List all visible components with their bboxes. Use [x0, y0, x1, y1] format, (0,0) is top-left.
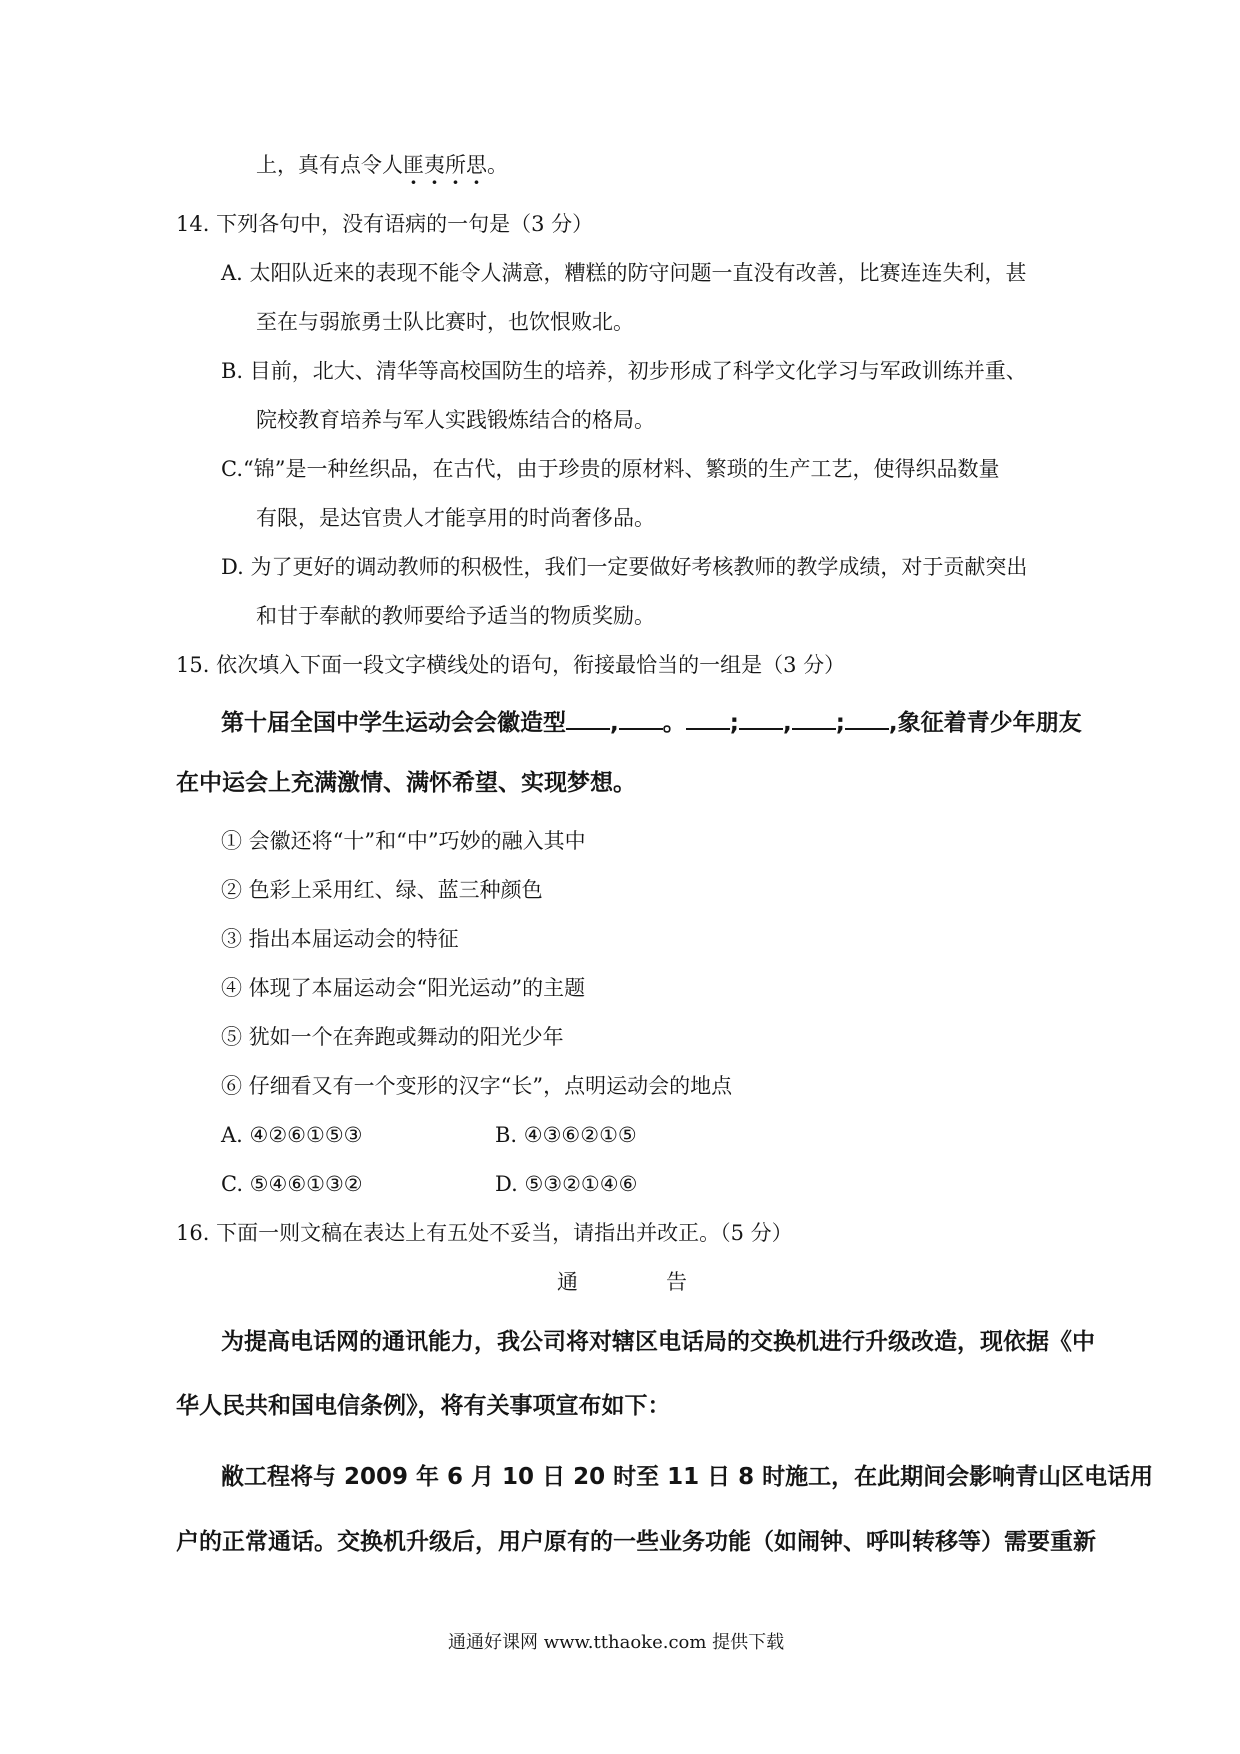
emphasis-char: 所 — [445, 153, 466, 177]
q14-option-d-line1: D. 为了更好的调动教师的积极性，我们一定要做好考核教师的教学成绩，对于贡献突出 — [221, 555, 1028, 579]
q14-option-b-line2: 院校教育培养与军人实践锻炼结合的格局。 — [256, 408, 655, 432]
sep-5: ; — [835, 710, 845, 736]
notice-p2-line1: 敝工程将与 2009 年 6 月 10 日 20 时至 11 日 8 时施工，在此期间会影响青山区电话用 — [221, 1464, 1154, 1490]
q15-choice-a: A. ④②⑥①⑤③ — [221, 1123, 363, 1147]
q15-item-4: ④ 体现了本届运动会“阳光运动”的主题 — [221, 976, 586, 1000]
sep-3: ; — [729, 710, 739, 736]
passage-end: ,象征着青少年朋友 — [888, 710, 1082, 736]
q14-option-d-line2: 和甘于奉献的教师要给予适当的物质奖励。 — [256, 604, 655, 628]
emphasis-char: 匪 — [403, 153, 424, 177]
blank-2 — [619, 708, 663, 730]
notice-p1-line2: 华人民共和国电信条例》，将有关事项宣布如下： — [176, 1393, 671, 1419]
q15-item-5: ⑤ 犹如一个在奔跑或舞动的阳光少年 — [221, 1025, 564, 1049]
notice-p2-line2: 户的正常通话。交换机升级后，用户原有的一些业务功能（如闹钟、呼叫转移等）需要重新 — [176, 1529, 1096, 1555]
blank-5 — [792, 708, 836, 730]
sep-4: , — [782, 710, 792, 736]
blank-3 — [686, 708, 730, 730]
sep-2: 。 — [662, 710, 686, 736]
q15-passage-line1 — [221, 708, 1082, 738]
blank-6 — [845, 708, 889, 730]
q15-item-2: ② 色彩上采用红、绿、蓝三种颜色 — [221, 878, 543, 902]
q14-stem: 14. 下列各句中，没有语病的一句是（3 分） — [176, 212, 594, 236]
blank-1 — [566, 708, 610, 730]
q14-option-c-line2: 有限，是达官贵人才能享用的时尚奢侈品。 — [256, 506, 655, 530]
notice-title-char-1: 通 — [557, 1270, 578, 1294]
emphasis-char: 夷 — [424, 153, 445, 177]
blank-4 — [739, 708, 783, 730]
notice-p1-line1: 为提高电话网的通讯能力，我公司将对辖区电话局的交换机进行升级改造，现依据《中 — [221, 1329, 1095, 1355]
q16-stem: 16. 下面一则文稿在表达上有五处不妥当，请指出并改正。（5 分） — [176, 1221, 793, 1245]
q15-item-6: ⑥ 仔细看又有一个变形的汉字“长”，点明运动会的地点 — [221, 1074, 733, 1098]
q15-choice-b: B. ④③⑥②①⑤ — [495, 1123, 637, 1147]
q15-item-1: ① 会徽还将“十”和“中”巧妙的融入其中 — [221, 829, 586, 853]
emphasis-char: 思 — [466, 153, 487, 177]
q14-option-a-line2: 至在与弱旅勇士队比赛时，也饮恨败北。 — [256, 310, 634, 334]
q14-option-c-line1: C.“锦”是一种丝织品，在古代，由于珍贵的原材料、繁琐的生产工艺，使得织品数量 — [221, 457, 1000, 481]
notice-title-char-2: 告 — [666, 1270, 687, 1294]
q14-option-a-line1: A. 太阳队近来的表现不能令人满意，糟糕的防守问题一直没有改善，比赛连连失利，甚 — [221, 261, 1027, 285]
intro-tail — [256, 150, 508, 180]
q15-choice-c: C. ⑤④⑥①③② — [221, 1172, 363, 1196]
intro-text: 上，真有点令人 — [256, 153, 403, 177]
sep-1: , — [610, 710, 619, 736]
q15-passage-line2: 在中运会上充满激情、满怀希望、实现梦想。 — [176, 770, 636, 796]
emphasized-idiom — [403, 153, 487, 177]
intro-end: 。 — [487, 153, 508, 177]
footer-source: 通通好课网 www.tthaoke.com 提供下载 — [448, 1632, 785, 1653]
q14-option-b-line1: B. 目前，北大、清华等高校国防生的培养，初步形成了科学文化学习与军政训练并重、 — [221, 359, 1027, 383]
passage-start: 第十届全国中学生运动会会徽造型 — [221, 710, 566, 736]
q15-stem: 15. 依次填入下面一段文字横线处的语句，衔接最恰当的一组是（3 分） — [176, 653, 846, 677]
q15-item-3: ③ 指出本届运动会的特征 — [221, 927, 459, 951]
q15-choice-d: D. ⑤③②①④⑥ — [495, 1172, 638, 1196]
